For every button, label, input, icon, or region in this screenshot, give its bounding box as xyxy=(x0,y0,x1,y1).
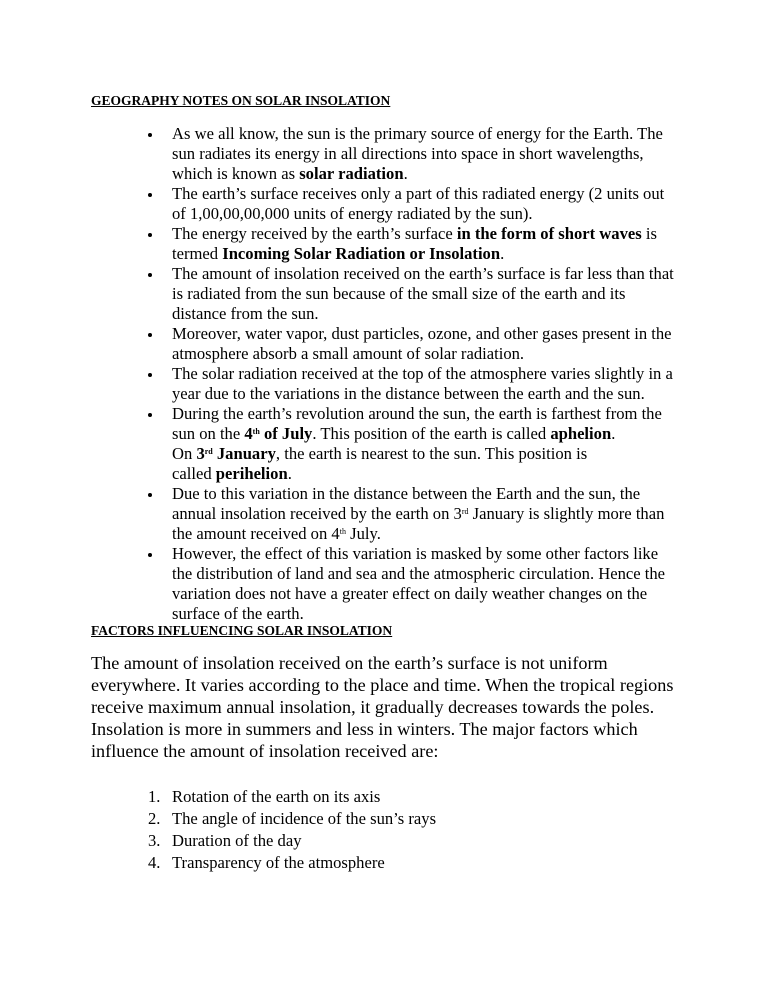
text: . This position of the earth is called xyxy=(312,424,551,443)
text: Moreover, water vapor, dust particles, ozone, and other gases present in the atmosphere absorb a small amount of solar radiation. xyxy=(172,324,672,363)
text: . xyxy=(500,244,505,263)
bold-text: th xyxy=(252,427,260,436)
bold-text: solar radiation xyxy=(299,164,404,183)
text: rd xyxy=(461,507,469,516)
bold-text: Incoming Solar Radiation or Insolation xyxy=(222,244,501,263)
bold-text: perihelion xyxy=(215,464,288,483)
list-item xyxy=(148,830,436,852)
list-item-text: Transparency of the atmosphere xyxy=(172,853,385,872)
text: , the earth is nearest to the sun. This position is xyxy=(275,444,588,463)
notes-bullet-list xyxy=(172,124,682,624)
list-item-text: Rotation of the earth on its axis xyxy=(172,787,381,806)
text: th xyxy=(339,527,346,536)
bullet-item xyxy=(172,544,682,624)
list-number: 2. xyxy=(148,809,161,828)
text: . xyxy=(611,424,616,443)
list-number: 1. xyxy=(148,787,161,806)
bullet-item xyxy=(172,224,682,264)
list-item xyxy=(148,786,436,808)
bold-text: aphelion xyxy=(550,424,612,443)
bullet-item xyxy=(172,184,682,224)
text: is termed xyxy=(172,224,657,263)
factors-list xyxy=(148,786,437,874)
text: January is slightly more than the amount received on 4 xyxy=(172,504,665,543)
bold-text: January xyxy=(212,444,276,463)
list-item-text: The angle of incidence of the sun’s rays xyxy=(172,809,437,828)
bullet-item xyxy=(172,364,682,404)
list-item xyxy=(148,852,436,874)
text: The energy received by the earth’s surface xyxy=(172,224,457,243)
bullet-item xyxy=(172,404,682,484)
bold-text: 3 xyxy=(196,444,205,463)
bold-text: of July xyxy=(259,424,313,443)
text: As we all know, the sun is the primary source of energy for the Earth. The sun radiates its energy in all directions into space in short wavelengths, which is known as xyxy=(172,124,663,183)
list-number: 4. xyxy=(148,853,161,872)
text: However, the effect of this variation is masked by some other factors like the distribution of land and sea and the atmospheric circulation. Hence the variation does not have a greater effect on daily weather changes on the surface of the earth. xyxy=(172,544,666,623)
bold-text: rd xyxy=(204,447,213,456)
text: The solar radiation received at the top of the atmosphere varies slightly in a year due to the variations in the distance between the earth and the sun. xyxy=(172,364,673,403)
bold-text: in the form of short waves xyxy=(456,224,642,243)
text: . xyxy=(403,164,408,183)
text: July. xyxy=(345,524,381,543)
list-number: 3. xyxy=(148,831,161,850)
factors-paragraph: The amount of insolation received on the earth’s surface is not uniform everywhere. It varies according to the place and time. When the tropical regions receive maximum annual insolation, it gradually decreases towards the poles. Insolation is more in summers and less in winters. The major factors which influence the amount of insolation received are: xyxy=(91,653,674,761)
bullet-item xyxy=(172,324,682,364)
text: During the earth’s revolution around the sun, the earth is farthest from the sun on the xyxy=(172,404,662,443)
bullet-item xyxy=(172,264,682,324)
list-item-text: Duration of the day xyxy=(172,831,302,850)
text: Due to this variation in the distance between the Earth and the sun, the annual insolation received by the earth on 3 xyxy=(172,484,641,523)
list-item xyxy=(148,808,437,830)
text: . xyxy=(287,464,292,483)
heading-factors: FACTORS INFLUENCING SOLAR INSOLATION xyxy=(91,623,393,638)
bold-text: 4 xyxy=(244,424,253,443)
bullet-item xyxy=(172,484,682,544)
bullet-item xyxy=(172,124,682,184)
text: On xyxy=(172,444,197,463)
heading-solar-insolation: GEOGRAPHY NOTES ON SOLAR INSOLATION xyxy=(91,93,391,108)
text: The earth’s surface receives only a part of this radiated energy (2 units out of 1,00,00,00,000 units of energy radiated by the sun). xyxy=(172,184,665,223)
text: The amount of insolation received on the earth’s surface is far less than that is radiated from the sun because of the small size of the earth and its distance from the sun. xyxy=(172,264,674,323)
text: called xyxy=(172,464,216,483)
